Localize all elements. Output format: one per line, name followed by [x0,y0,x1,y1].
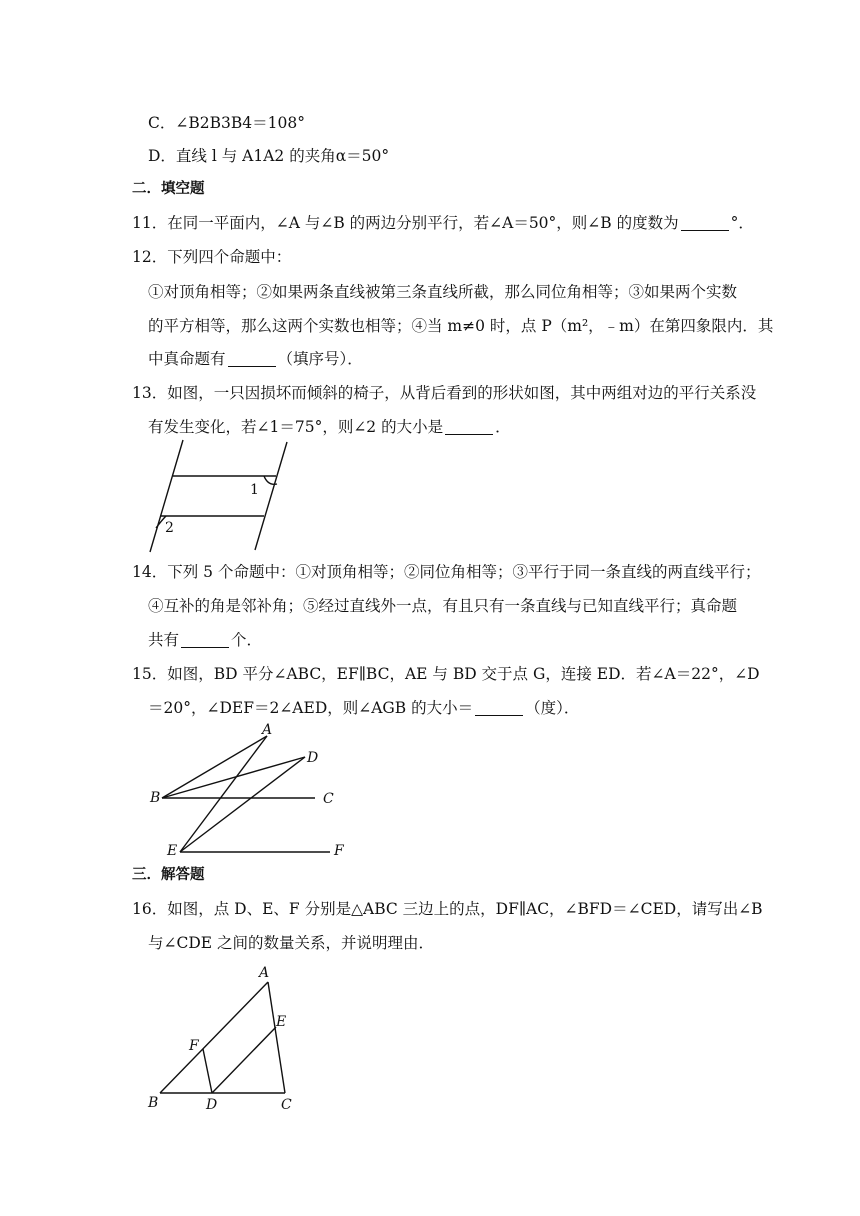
label-C: C [281,1097,292,1113]
question-15-line2 [148,697,579,719]
label-F: F [189,1038,199,1054]
question-14-line2: ④互补的角是邻补角；⑤经过直线外一点，有且只有一条直线与已知直线平行；真命题 [148,597,738,615]
segment-DE [212,1027,276,1093]
question-14-tail: 个． [231,631,263,649]
question-12-line3 [148,348,363,370]
question-11 [132,212,754,234]
answer-blank [445,418,493,435]
segment-FD [203,1049,212,1093]
label-D: D [206,1097,218,1113]
question-12-tail: （填序号）． [277,350,363,368]
question-12-stem: 12．下列四个命题中： [132,248,292,266]
answer-blank [681,214,729,231]
angle-2-label: 2 [165,520,174,536]
label-A: A [262,722,273,738]
question-13-tail: ． [495,418,511,436]
label-B: B [148,1095,159,1111]
question-14-text: 共有 [148,631,180,649]
label-A: A [259,965,270,981]
question-13-line1: 13．如图，一只因损坏而倾斜的椅子，从背后看到的形状如图，其中两组对边的平行关系没 [132,384,757,402]
question-12-line1: ①对顶角相等；②如果两条直线被第三条直线所截，那么同位角相等；③如果两个实数 [148,283,738,301]
triangle-figure [145,962,305,1112]
question-13-line2 [148,416,511,438]
segment-AB [160,982,268,1093]
label-D: D [307,750,319,766]
question-12-text: 中真命题有 [148,350,226,368]
answer-blank [475,699,523,716]
segment-ED [180,757,305,852]
question-13-text: 有发生变化，若∠1＝75°，则∠2 的大小是 [148,418,444,436]
angle-bisector-figure [145,722,365,857]
label-F: F [334,843,344,859]
question-16-line1: 16．如图，点 D、E、F 分别是△ABC 三边上的点，DF∥AC，∠BFD＝∠CED，请写出∠B [132,900,763,918]
segment-AC [268,982,285,1093]
question-11-text: 11．在同一平面内，∠A 与∠B 的两边分别平行，若∠A＝50°，则∠B 的度数为 [132,214,679,232]
segment-BA [162,736,267,798]
option-c: C．∠B2B3B4＝108° [148,114,305,132]
section-fill-in-title: 二．填空题 [132,181,205,197]
question-14-line3 [148,629,262,651]
question-15-line1: 15．如图，BD 平分∠ABC，EF∥BC，AE 与 BD 交于点 G，连接 ED．若∠A＝22°，∠D [132,665,760,683]
angle-1-label: 1 [250,482,259,498]
question-15-text: ＝20°，∠DEF＝2∠AED，则∠AGB 的大小＝ [148,699,474,717]
chair-right-leg [255,442,287,550]
answer-blank [228,350,276,367]
label-C: C [323,791,334,807]
question-14-line1: 14．下列 5 个命题中：①对顶角相等；②同位角相等；③平行于同一条直线的两直线平行； [132,563,761,581]
question-11-tail: °． [730,214,754,232]
question-12-line2: 的平方相等，那么这两个实数也相等；④当 m≠0 时，点 P（m²，﹣m）在第四象限内．其 [148,317,774,335]
section-solve-title: 三．解答题 [132,867,205,883]
label-E: E [276,1014,287,1030]
chair-figure [140,440,300,555]
question-16-line2: 与∠CDE 之间的数量关系，并说明理由． [148,934,435,952]
option-d: D．直线 l 与 A1A2 的夹角α＝50° [148,147,390,165]
question-15-tail: （度）． [525,699,580,717]
segment-EA [180,736,267,852]
label-B: B [150,790,161,806]
label-E: E [167,843,178,859]
segment-BD [162,757,305,798]
answer-blank [181,631,229,648]
